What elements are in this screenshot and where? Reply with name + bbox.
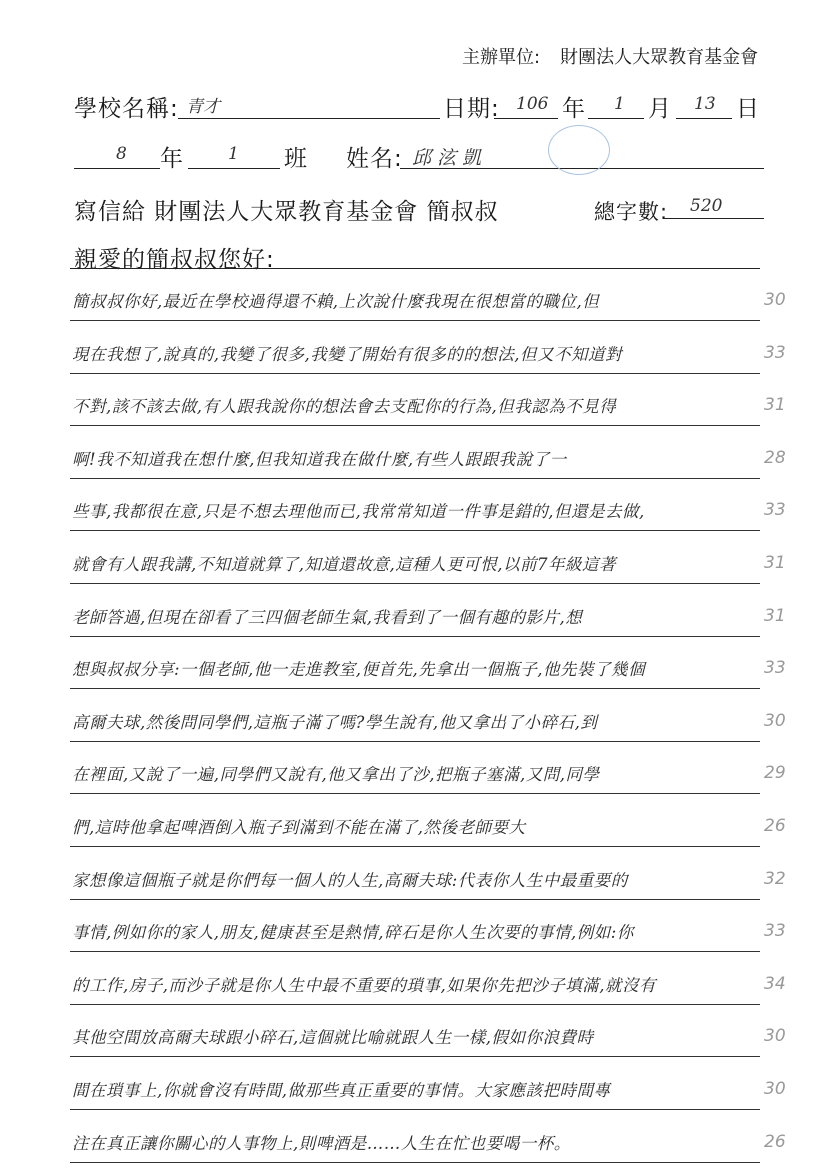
day-label: 日 bbox=[736, 96, 760, 122]
letter-row-line bbox=[70, 1004, 760, 1005]
letter-row-line bbox=[70, 951, 760, 952]
letter-row-line bbox=[70, 846, 760, 847]
letter-recipient: 寫信給 財團法人大眾教育基金會 簡叔叔 bbox=[74, 199, 499, 225]
letter-row-line bbox=[70, 741, 760, 742]
line-char-count: 32 bbox=[764, 868, 786, 889]
letter-line-text: 高爾夫球,然後問同學們,這瓶子滿了嗎?學生說有,他又拿出了小碎石,到 bbox=[72, 712, 598, 732]
date-day: 13 bbox=[694, 94, 716, 114]
letter-line-text: 們,這時他拿起啤酒倒入瓶子到滿到不能在滿了,然後老師要大 bbox=[72, 818, 526, 837]
line-char-count: 34 bbox=[764, 973, 786, 994]
year-label: 年 bbox=[562, 96, 586, 122]
line-char-count: 26 bbox=[764, 816, 786, 836]
class-field-line bbox=[188, 168, 280, 169]
school-value: 青才 bbox=[186, 97, 220, 117]
letter-row-line bbox=[70, 425, 760, 426]
letter-line-text: 些事,我都很在意,只是不想去理他而已,我常常知道一件事是錯的,但還是去做, bbox=[72, 502, 645, 522]
letter-line-text: 啊!我不知道我在想什麼,但我知道我在做什麼,有些人跟跟我說了一 bbox=[72, 449, 567, 469]
month-label: 月 bbox=[648, 96, 672, 122]
line-char-count: 30 bbox=[764, 290, 786, 310]
letter-row-line bbox=[70, 583, 760, 584]
line-char-count: 28 bbox=[764, 447, 786, 468]
letter-line-text: 想與叔叔分享:一個老師,他一走進教室,便首先,先拿出一個瓶子,他先裝了幾個 bbox=[72, 660, 646, 680]
organizer-value: 財團法人大眾教育基金會 bbox=[560, 47, 759, 68]
line-char-count: 29 bbox=[764, 763, 786, 784]
line-char-count: 31 bbox=[764, 605, 786, 626]
letter-row-line bbox=[70, 899, 760, 900]
line-char-count: 33 bbox=[764, 921, 786, 942]
line-char-count: 30 bbox=[764, 1026, 786, 1047]
organizer bbox=[462, 43, 758, 69]
letter-line-text: 注在真正讓你關心的人事物上,則啤酒是……人生在忙也要喝一杯。 bbox=[72, 1133, 571, 1153]
grade-value: 8 bbox=[116, 144, 127, 164]
date-label: 日期: bbox=[443, 96, 500, 122]
line-char-count: 30 bbox=[764, 710, 786, 731]
letter-row-line bbox=[70, 1056, 760, 1057]
letter-row-line bbox=[70, 1109, 760, 1110]
line-char-count: 33 bbox=[764, 500, 786, 521]
letter-row-line bbox=[70, 636, 760, 637]
letter-row-line bbox=[70, 320, 760, 321]
year-field-line bbox=[494, 118, 558, 119]
school-field-line bbox=[178, 118, 440, 119]
letter-line-text: 其他空間放高爾夫球跟小碎石,這個就比喻就跟人生一樣,假如你浪費時 bbox=[72, 1028, 594, 1048]
date-month: 1 bbox=[614, 94, 625, 114]
day-field-line bbox=[676, 118, 732, 119]
letter-line-text: 間在瑣事上,你就會沒有時間,做那些真正重要的事情。大家應該把時間專 bbox=[72, 1081, 611, 1100]
line-char-count: 30 bbox=[764, 1079, 786, 1099]
letter-line-text: 簡叔叔你好,最近在學校過得還不賴,上次說什麼我現在很想當的職位,但 bbox=[72, 292, 600, 311]
letter-line-text: 就會有人跟我講,不知道就算了,知道還故意,這種人更可恨,以前7年級這著 bbox=[72, 555, 616, 574]
organizer-label: 主辦單位: bbox=[462, 47, 541, 68]
letter-line-text: 在裡面,又說了一遍,同學們又說有,他又拿出了沙,把瓶子塞滿,又問,同學 bbox=[72, 765, 600, 785]
letter-row-line bbox=[70, 1162, 760, 1163]
class-value: 1 bbox=[228, 144, 239, 164]
letter-line-text: 事情,例如你的家人,朋友,健康甚至是熱情,碎石是你人生次要的事情,例如:你 bbox=[72, 923, 634, 943]
letter-row-line bbox=[70, 793, 760, 794]
letter-row-line bbox=[70, 373, 760, 374]
wordcount-value: 520 bbox=[690, 196, 723, 216]
school-label: 學校名稱: bbox=[74, 96, 179, 122]
greeting: 親愛的簡叔叔您好: bbox=[74, 247, 275, 273]
letter-line-text: 老師答過,但現在卻看了三四個老師生氣,我看到了一個有趣的影片,想 bbox=[72, 607, 583, 627]
letter-line-text: 家想像這個瓶子就是你們每一個人的人生,高爾夫球:代表你人生中最重要的 bbox=[72, 870, 628, 890]
grade-field-line bbox=[74, 168, 160, 169]
line-char-count: 33 bbox=[764, 658, 786, 679]
line-char-count: 33 bbox=[764, 342, 786, 363]
month-field-line bbox=[588, 118, 644, 119]
stamp-mark bbox=[548, 125, 610, 175]
letter-line-text: 現在我想了,說真的,我變了很多,我變了開始有很多的的想法,但又不知道對 bbox=[72, 344, 622, 364]
letter-row-line bbox=[70, 478, 760, 479]
name-label: 姓名: bbox=[346, 146, 403, 172]
letter-line-text: 的工作,房子,而沙子就是你人生中最不重要的瑣事,如果你先把沙子填滿,就沒有 bbox=[72, 975, 656, 995]
grade-label: 年 bbox=[160, 146, 184, 172]
line-char-count: 31 bbox=[764, 395, 786, 416]
class-label: 班 bbox=[284, 146, 308, 172]
line-char-count: 26 bbox=[764, 1131, 786, 1152]
letter-row-line bbox=[70, 688, 760, 689]
greeting-line bbox=[70, 268, 760, 269]
letter-row-line bbox=[70, 530, 760, 531]
letter-line-text: 不對,該不該去做,有人跟我說你的想法會去支配你的行為,但我認為不見得 bbox=[72, 397, 617, 417]
name-value: 邱泫凱 bbox=[412, 147, 488, 169]
wordcount-label: 總字數: bbox=[594, 200, 669, 224]
wordcount-field-line bbox=[664, 218, 764, 219]
date-year: 106 bbox=[516, 94, 549, 114]
line-char-count: 31 bbox=[764, 553, 786, 573]
